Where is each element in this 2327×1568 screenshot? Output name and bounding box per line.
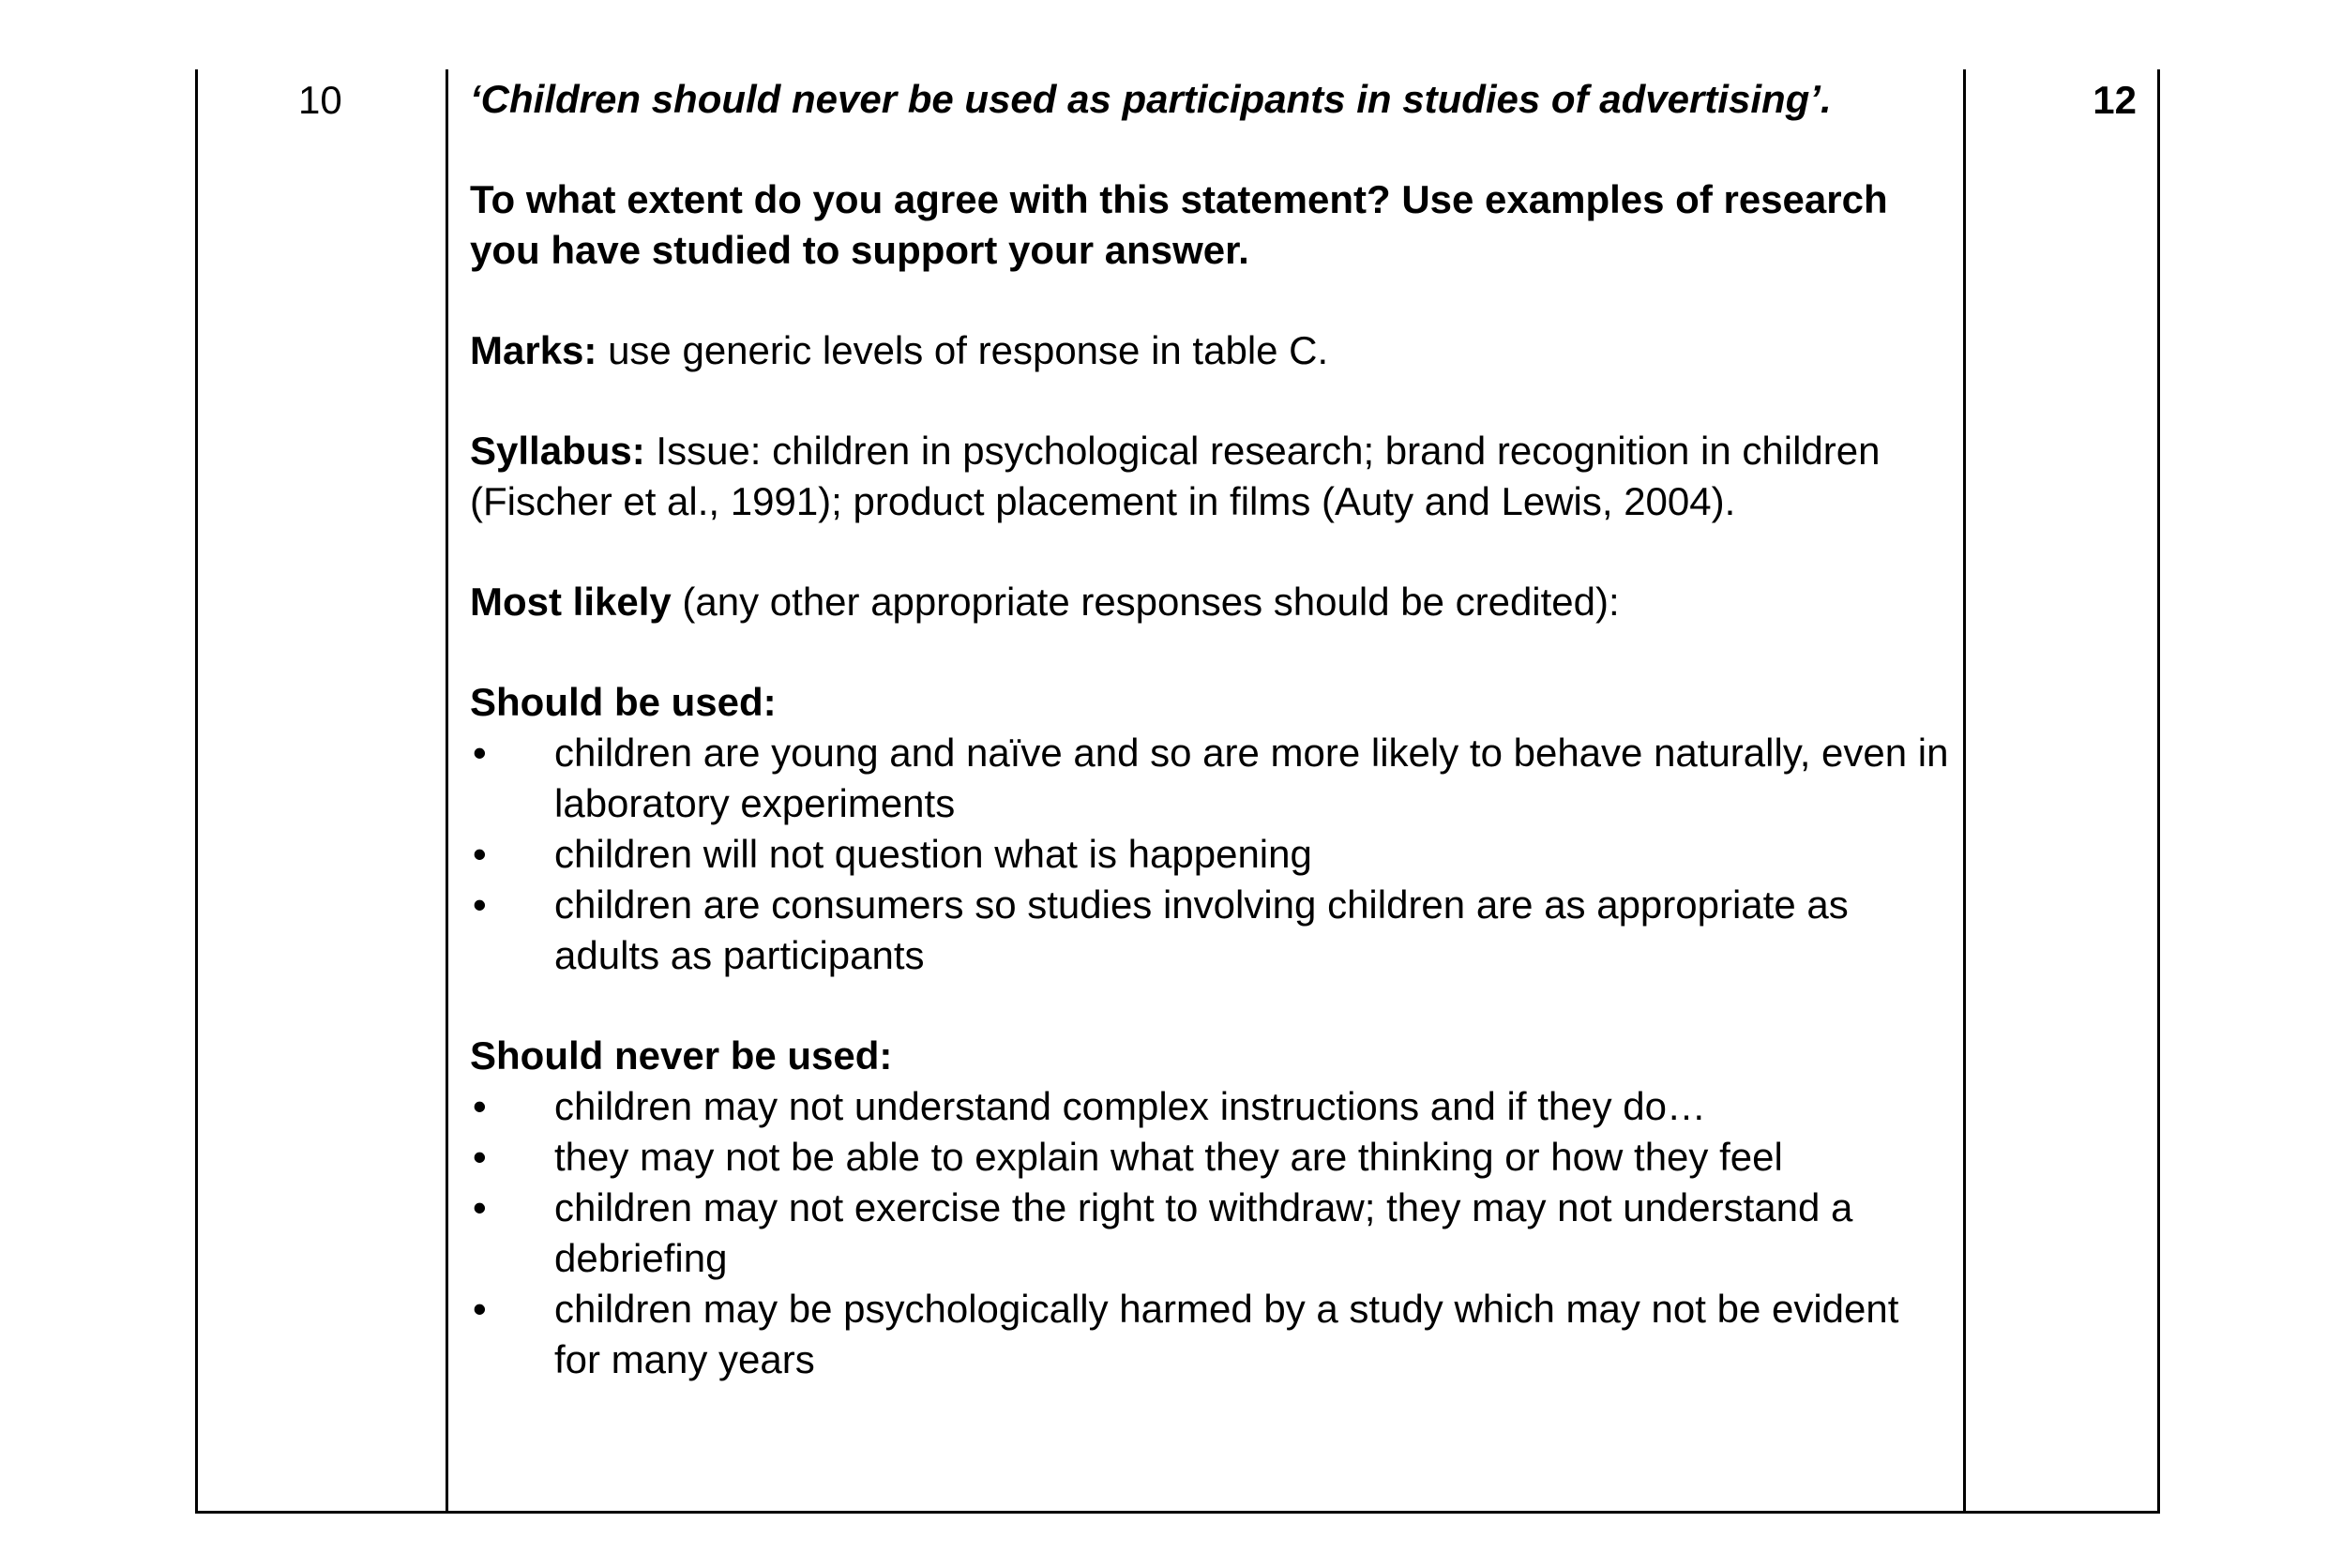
list-item: • children are consumers so studies involving children are as appropriate as adults as participants (470, 880, 1952, 981)
bullet-icon: • (473, 1084, 487, 1128)
table-column-divider-1 (446, 69, 448, 1514)
should-never-be-used-list (470, 1081, 1952, 1385)
question-instruction: To what extent do you agree with this statement? Use examples of research you have studied to support your answer. (470, 177, 1888, 272)
table-left-border (195, 69, 198, 1514)
should-never-be-used-heading: Should never be used: (470, 1033, 893, 1078)
table-right-border (2157, 69, 2160, 1514)
syllabus (470, 426, 1952, 527)
list-item: • children may be psychologically harmed by a study which may not be evident for many years (470, 1284, 1952, 1385)
syllabus-text: Issue: children in psychological research; brand recognition in children (Fischer et al., 1991); product placement in films (Auty and Lewis, 2004). (470, 429, 1881, 523)
bullet-icon: • (473, 832, 487, 876)
bullet-icon: • (473, 882, 487, 927)
list-item: • children may not understand complex instructions and if they do… (470, 1081, 1952, 1132)
table-bottom-border (195, 1511, 2160, 1514)
list-item: • children will not question what is happening (470, 829, 1952, 880)
syllabus-label: Syllabus: (470, 429, 645, 473)
answer-guidance (470, 74, 1952, 1385)
bullet-icon: • (473, 731, 487, 775)
question-marks: 12 (2093, 78, 2137, 122)
should-be-used-heading: Should be used: (470, 680, 777, 724)
question-statement: ‘Children should never be used as participants in studies of advertising’. (470, 77, 1832, 121)
question-number: 10 (298, 78, 342, 122)
bullet-icon: • (473, 1135, 487, 1179)
most-likely-label: Most likely (470, 580, 672, 624)
marks-label: Marks: (470, 328, 597, 372)
table-column-divider-2 (1963, 69, 1966, 1514)
list-item: • children may not exercise the right to withdraw; they may not understand a debriefing (470, 1183, 1952, 1284)
most-likely (470, 577, 1952, 627)
bullet-icon: • (473, 1185, 487, 1229)
marks-guidance (470, 325, 1952, 376)
list-item: • they may not be able to explain what they are thinking or how they feel (470, 1132, 1952, 1183)
list-item: • children are young and naïve and so are more likely to behave naturally, even in laboratory experiments (470, 728, 1952, 829)
bullet-icon: • (473, 1287, 487, 1331)
marks-text: use generic levels of response in table C. (597, 328, 1329, 372)
most-likely-text: (any other appropriate responses should be credited): (671, 580, 1620, 624)
should-be-used-list (470, 728, 1952, 981)
